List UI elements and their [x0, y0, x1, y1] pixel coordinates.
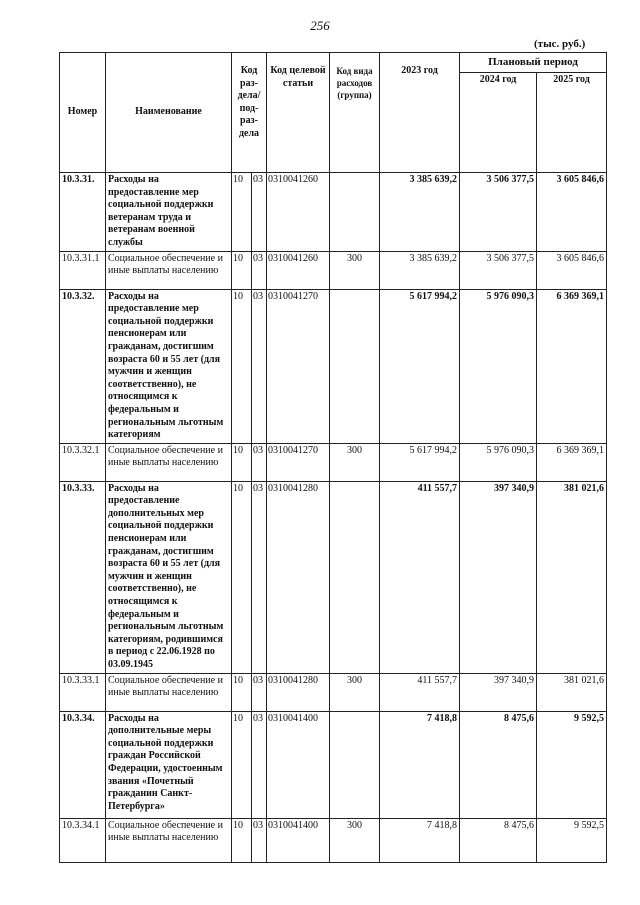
row-expense-type [330, 173, 380, 252]
row-value-2024: 3 506 377,5 [460, 173, 537, 252]
row-number: 10.3.32.1 [60, 443, 106, 481]
table-row [60, 673, 607, 711]
row-expense-type: 300 [330, 443, 380, 481]
row-section: 10 [232, 673, 252, 711]
units-label: (тыс. руб.) [534, 38, 586, 50]
row-value-2023: 5 617 994,2 [380, 443, 460, 481]
header-plan-period: Плановый период [460, 53, 607, 73]
row-name: Социальное обеспечение и иные выплаты населению [106, 251, 232, 289]
header-name: Наименование [106, 53, 232, 173]
row-value-2024: 5 976 090,3 [460, 443, 537, 481]
row-number: 10.3.31. [60, 173, 106, 252]
row-target: 0310041270 [267, 289, 330, 443]
row-value-2024: 8 475,6 [460, 711, 537, 818]
row-value-2025: 3 605 846,6 [537, 173, 607, 252]
row-value-2023: 5 617 994,2 [380, 289, 460, 443]
row-number: 10.3.33. [60, 481, 106, 673]
row-target: 0310041270 [267, 443, 330, 481]
row-name: Расходы на предоставление дополнительных мер социальной поддержки пенсионерам или гражданам, достигшим возраста 60 и 55 лет (для мужчин и женщин соответственно), не относящимся к федеральным и региональным льготным категориям, родившимся в период с 22.06.1928 по 03.09.1945 [106, 481, 232, 673]
row-section: 10 [232, 289, 252, 443]
row-target: 0310041280 [267, 673, 330, 711]
row-value-2023: 7 418,8 [380, 711, 460, 818]
row-value-2024: 8 475,6 [460, 818, 537, 862]
table-row [60, 481, 607, 673]
header-2024: 2024 год [460, 73, 537, 173]
row-expense-type [330, 711, 380, 818]
table-row [60, 289, 607, 443]
row-number: 10.3.33.1 [60, 673, 106, 711]
header-2025: 2025 год [537, 73, 607, 173]
row-expense-type [330, 481, 380, 673]
page-number: 256 [310, 18, 330, 33]
row-expense-type: 300 [330, 251, 380, 289]
row-value-2025: 6 369 369,1 [537, 289, 607, 443]
row-section: 10 [232, 443, 252, 481]
row-value-2025: 6 369 369,1 [537, 443, 607, 481]
row-section: 10 [232, 711, 252, 818]
row-subsection: 03 [252, 711, 267, 818]
row-target: 0310041400 [267, 818, 330, 862]
table-row [60, 818, 607, 862]
table-row [60, 251, 607, 289]
row-value-2023: 411 557,7 [380, 481, 460, 673]
row-expense-type: 300 [330, 673, 380, 711]
header-target: Код целевой статьи [267, 53, 330, 173]
row-number: 10.3.32. [60, 289, 106, 443]
row-value-2025: 9 592,5 [537, 711, 607, 818]
row-value-2023: 7 418,8 [380, 818, 460, 862]
row-value-2023: 411 557,7 [380, 673, 460, 711]
row-name: Расходы на предоставление мер социальной поддержки пенсионерам или гражданам, достигшим возраста 60 и 55 лет (для мужчин и женщин соответственно), не относящимся к федеральным и региональным льготным категориям [106, 289, 232, 443]
row-value-2025: 381 021,6 [537, 673, 607, 711]
row-subsection: 03 [252, 818, 267, 862]
row-name: Социальное обеспечение и иные выплаты населению [106, 818, 232, 862]
row-value-2025: 381 021,6 [537, 481, 607, 673]
row-value-2023: 3 385 639,2 [380, 251, 460, 289]
row-number: 10.3.31.1 [60, 251, 106, 289]
row-subsection: 03 [252, 251, 267, 289]
row-value-2024: 3 506 377,5 [460, 251, 537, 289]
table-row [60, 173, 607, 252]
row-subsection: 03 [252, 673, 267, 711]
row-value-2025: 9 592,5 [537, 818, 607, 862]
row-number: 10.3.34.1 [60, 818, 106, 862]
row-section: 10 [232, 251, 252, 289]
row-number: 10.3.34. [60, 711, 106, 818]
row-section: 10 [232, 481, 252, 673]
row-target: 0310041280 [267, 481, 330, 673]
row-target: 0310041400 [267, 711, 330, 818]
row-target: 0310041260 [267, 251, 330, 289]
row-subsection: 03 [252, 289, 267, 443]
row-value-2024: 397 340,9 [460, 481, 537, 673]
row-name: Социальное обеспечение и иные выплаты населению [106, 443, 232, 481]
row-name: Расходы на дополнительные меры социальной поддержки граждан Российской Федерации, удостоенным звания «Почетный гражданин Санкт-Петербурга» [106, 711, 232, 818]
row-section: 10 [232, 818, 252, 862]
row-subsection: 03 [252, 481, 267, 673]
header-2023: 2023 год [380, 53, 460, 173]
row-target: 0310041260 [267, 173, 330, 252]
header-number: Номер [60, 53, 106, 173]
table-body [60, 173, 607, 863]
table-row [60, 443, 607, 481]
row-value-2024: 397 340,9 [460, 673, 537, 711]
row-name: Расходы на предоставление мер социальной поддержки ветеранам труда и ветеранам военной службы [106, 173, 232, 252]
header-expense-type: Код вида расходов (группа) [330, 53, 380, 173]
row-subsection: 03 [252, 443, 267, 481]
row-name: Социальное обеспечение и иные выплаты населению [106, 673, 232, 711]
row-value-2023: 3 385 639,2 [380, 173, 460, 252]
budget-table [59, 52, 607, 863]
row-value-2024: 5 976 090,3 [460, 289, 537, 443]
row-value-2025: 3 605 846,6 [537, 251, 607, 289]
header-section: Код раз- дела/ под- раз- дела [232, 53, 267, 173]
row-expense-type: 300 [330, 818, 380, 862]
table-row [60, 711, 607, 818]
table-header [60, 53, 607, 173]
row-expense-type [330, 289, 380, 443]
row-section: 10 [232, 173, 252, 252]
row-subsection: 03 [252, 173, 267, 252]
